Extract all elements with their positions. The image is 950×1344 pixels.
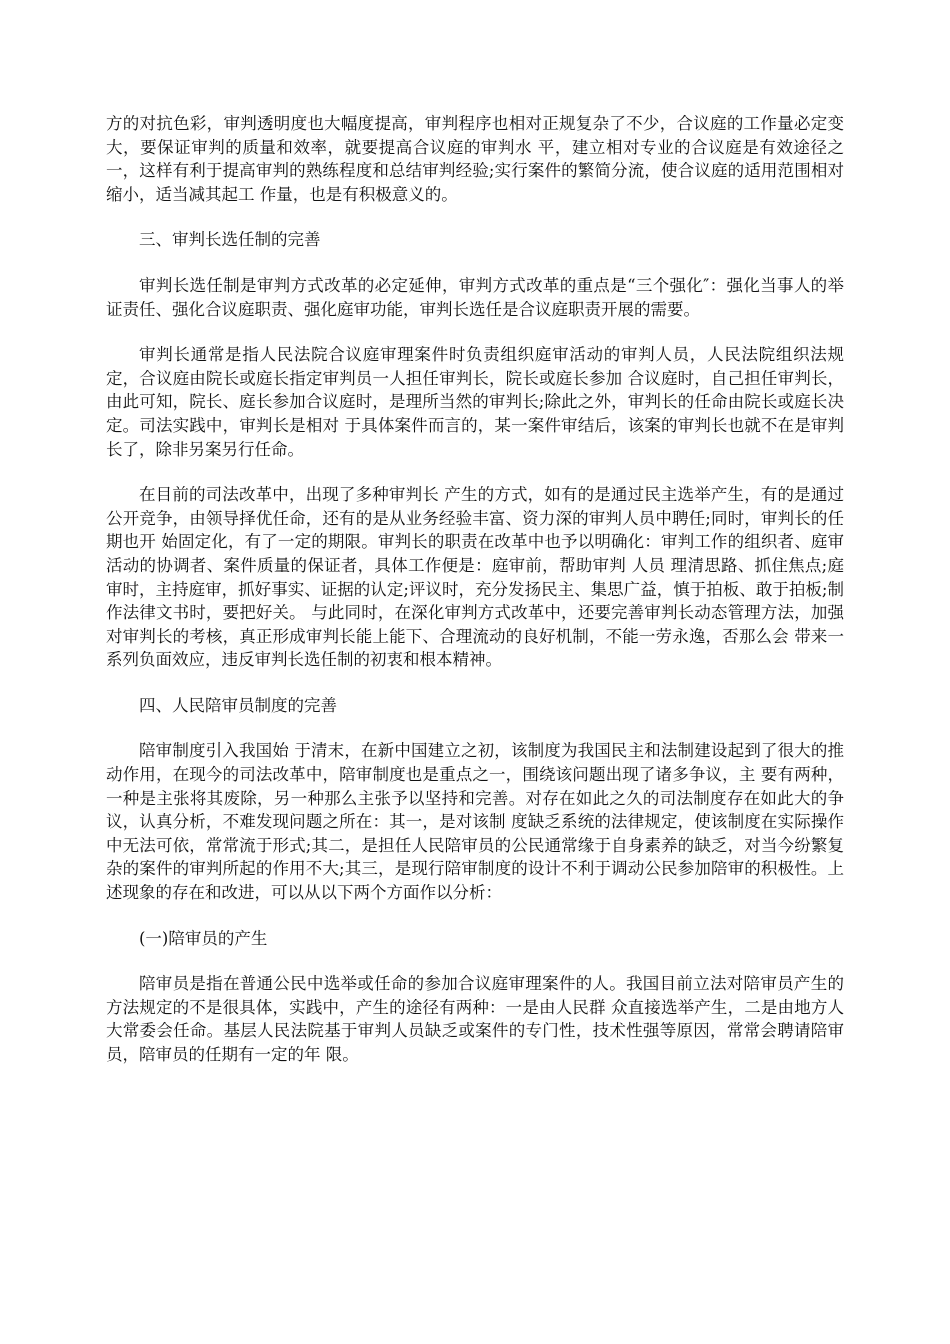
body-paragraph: 审判长通常是指人民法院合议庭审理案件时负责组织庭审活动的审判人员，人民法院组织法规定，合议庭由院长或庭长指定审判员一人担任审判长，院长或庭长参加 合议庭时，自己担任审判长，由此可知，院长、庭长参加合议庭时，是理所当然的审判长;除此之外，审判长的任命由院长或庭长决定。司法实践中，审判长是相对 于具体案件而言的，某一案件审结后，该案的审判长也就不在是审判长了，除非另案另行任命。	[106, 345, 844, 459]
subsection-heading: (一)陪审员的产生	[139, 928, 268, 948]
body-paragraph: 审判长选任制是审判方式改革的必定延伸，审判方式改革的重点是“三个强化″：强化当事人的举证责任、强化合议庭职责、强化庭审功能，审判长选任是合议庭职责开展的需要。	[106, 275, 844, 319]
body-paragraph: 陪审员是指在普通公民中选举或任命的参加合议庭审理案件的人。我国目前立法对陪审员产生的方法规定的不是很具体，实践中，产生的途径有两种：一是由人民群 众直接选举产生，二是由地方人大常委会任命。基层人民法院基于审判人员缺乏或案件的专门性，技术性强等原因，常常会聘请陪审员，陪审员的任期有一定的年 限。	[106, 974, 844, 1064]
body-paragraph: 陪审制度引入我国始 于清末，在新中国建立之初，该制度为我国民主和法制建设起到了很大的推动作用，在现今的司法改革中，陪审制度也是重点之一，围绕该问题出现了诸多争议，主 要有两种，一种是主张将其废除，另一种那么主张予以坚持和完善。对存在如此之久的司法制度存在如此大的争议，认真分析，不难发现问题之所在：其一，是对该制 度缺乏系统的法律规定，使该制度在实际操作中无法可依，常常流于形式;其二，是担任人民陪审员的公民通常缘于自身素养的缺乏，对当今纷繁复杂的案件的审判所起的作用不大;其三，是现行陪审制度的设计不利于调动公民参加陪审的积极性。上述现象的存在和改进，可以从以下两个方面作以分析：	[106, 741, 844, 903]
section-heading: 三、审判长选任制的完善	[139, 230, 321, 250]
body-paragraph: 在目前的司法改革中，出现了多种审判长 产生的方式，如有的是通过民主选举产生，有的是通过公开竞争，由领导择优任命，还有的是从业务经验丰富、资力深的审判人员中聘任;同时，审判长的任期也开 始固定化，有了一定的期限。审判长的职责在改革中也予以明确化：审判工作的组织者、庭审活动的协调者、案件质量的保证者，具体工作便是：庭审前，帮助审判 人员 理清思路、抓住焦点;庭审时，主持庭审，抓好事实、证据的认定;评议时，充分发扬民主、集思广益，慎于拍板、敢于拍板;制作法律文书时，要把好关。 与此同时，在深化审判方式改革中，还要完善审判长动态管理方法，加强对审判长的考核，真正形成审判长能上能下、合理流动的良好机制，不能一劳永逸，否那么会 带来一系列负面效应，违反审判长选任制的初衷和根本精神。	[106, 485, 844, 670]
document-page	[106, 112, 844, 1089]
section-heading: 四、人民陪审员制度的完善	[139, 695, 337, 715]
body-paragraph: 方的对抗色彩，审判透明度也大幅度提高，审判程序也相对正规复杂了不少，合议庭的工作量必定变大，要保证审判的质量和效率，就要提高合议庭的审判水 平，建立相对专业的合议庭是有效途径之一，这样有利于提高审判的熟练程度和总结审判经验;实行案件的繁简分流，使合议庭的适用范围相对缩小，适当减其起工 作量，也是有积极意义的。	[106, 114, 844, 204]
